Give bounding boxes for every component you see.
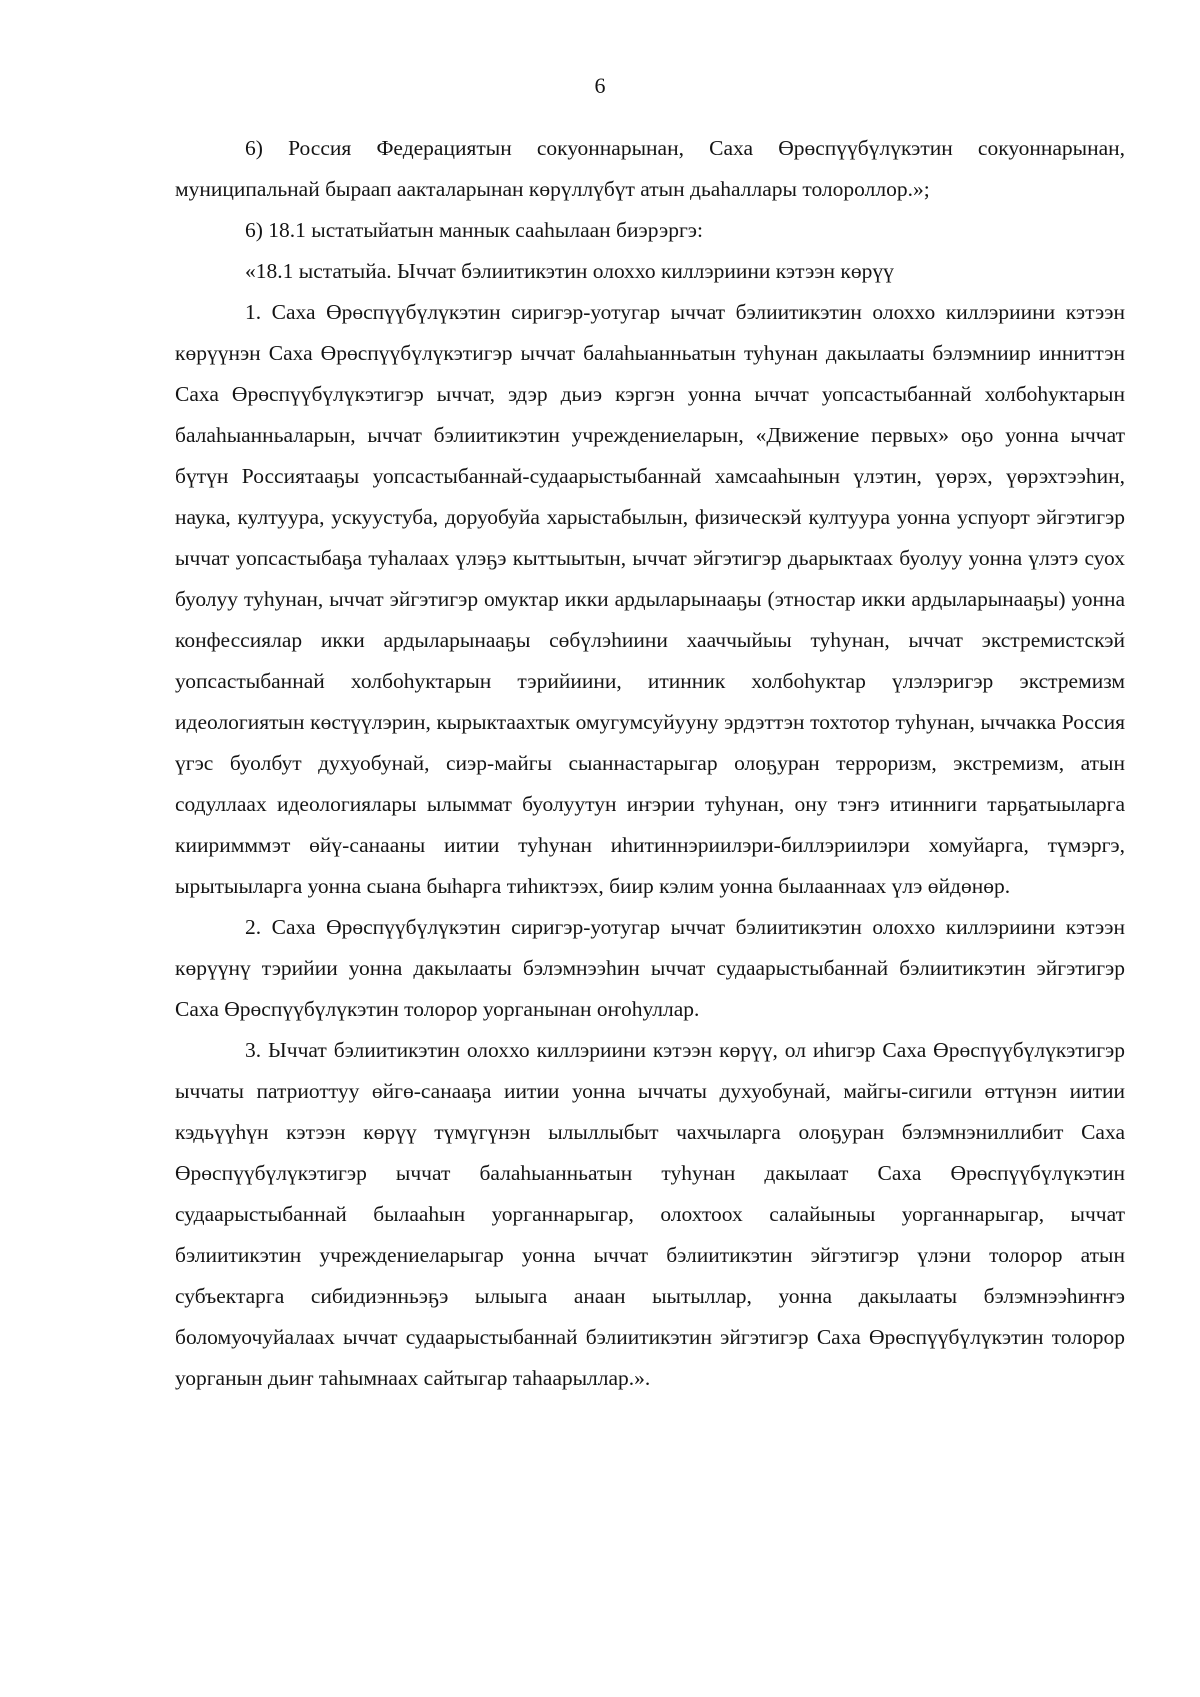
page-number: 6	[594, 73, 606, 98]
paragraph-point-1: 1. Саха Өрөспүүбүлүкэтин сиригэр-уотугар ыччат бэлиитикэтин олоххо киллэриини кэтээн көрүүнэн Саха Өрөспүүбүлүкэтигэр ыччат балаһыанньатын туһунан дакылааты бэлэмниир инниттэн Саха Өрөспүүбүлүкэтигэр ыччат, эдэр дьиэ кэргэн уонна ыччат уопсастыбаннай холбоһуктарын балаһыанньаларын, ыччат бэлиитикэтин учреждениеларын, «Движение первых» оҕо уонна ыччат бүтүн Россиятааҕы уопсастыбаннай-судаарыстыбаннай хамсааһынын үлэтин, үөрэх, үөрэхтээһин, наука, култуура, ускуустуба, доруобуйа харыстабылын, физическэй култуура уонна успуорт эйгэтигэр ыччат уопсастыбаҕа туһалаах үлэҕэ кыттыытын, ыччат эйгэтигэр дьарыктаах буолуу уонна үлэтэ суох буолуу туһунан, ыччат эйгэтигэр омуктар икки ардыларынааҕы (этностар икки ардыларынааҕы) уонна конфессиялар икки ардыларынааҕы сөбүлэһиини хааччыйыы туһунан, ыччат экстремистскэй уопсастыбаннай холбоһуктарын тэрийиини, итинник холбоһуктар үлэлэригэр экстремизм идеологиятын көстүүлэрин, кырыктаахтык омугумсуйууну эрдэттэн тохтотор туһунан, ыччакка Россия үгэс буолбут духуобунай, сиэр-майгы сыаннастарыгар олоҕуран терроризм, экстремизм, атын содуллаах идеологиялары ылыммат буолуутун иҥэрии туһунан, ону тэҥэ итинниги тарҕатыыларга кииримммэт өйү-санааны иитии туһунан иһитиннэриилэри-биллэриилэри хомуйарга, түмэргэ, ырытыыларга уонна сыана быһарга тиһиктээх, биир кэлим уонна былааннаах үлэ өйдөнөр.	[175, 300, 1125, 898]
paragraph-point-3: 3. Ыччат бэлиитикэтин олоххо киллэриини кэтээн көрүү, ол иһигэр Саха Өрөспүүбүлүкэтигэр ыччаты патриоттуу өйгө-санааҕа иитии уонна ыччаты духуобунай, майгы-сигили өттүнэн иитии кэдьүүһүн кэтээн көрүү түмүгүнэн ылыллыбыт чахчыларга олоҕуран бэлэмнэниллибит Саха Өрөспүүбүлүкэтигэр ыччат балаһыанньатын туһунан дакылаат Саха Өрөспүүбүлүкэтин судаарыстыбаннай былааһын уорганнарыгар, олохтоох салайыныы уорганнарыгар, ыччат бэлиитикэтин учреждениеларыгар уонна ыччат бэлиитикэтин эйгэтигэр үлэни толорор атын субъектарга сибидиэнньэҕэ ылыыга анаан ыытыллар, уонна дакылааты бэлэмнээһиҥҥэ боломуочуйалаах ыччат судаарыстыбаннай бэлиитикэтин эйгэтигэр Саха Өрөспүүбүлүкэтин толорор уорганын дьиҥ таһымнаах сайтыгар таһаарыллар.».	[175, 1038, 1125, 1390]
paragraph-amendment-18-1: 6) 18.1 ыстатыйатын маннык сааһылаан биэрэргэ:	[245, 218, 703, 242]
document-body	[175, 128, 1125, 1399]
paragraph-point-2: 2. Саха Өрөспүүбүлүкэтин сиригэр-уотугар ыччат бэлиитикэтин олоххо киллэриини кэтээн көрүүнү тэрийии уонна дакылааты бэлэмнээһин ыччат судаарыстыбаннай бэлиитикэтин эйгэтигэр Саха Өрөспүүбүлүкэтин толорор уорганынан оҥоһуллар.	[175, 915, 1125, 1021]
article-heading: «18.1 ыстатыйа. Ыччат бэлиитикэтин олоххо киллэриини кэтээн көрүү	[245, 259, 894, 283]
paragraph-item-6: 6) Россия Федерациятын сокуоннарынан, Саха Өрөспүүбүлүкэтин сокуоннарынан, муниципальнай быраап аакталарынан көрүллүбүт атын дьаһаллары толороллор.»;	[175, 136, 1125, 201]
